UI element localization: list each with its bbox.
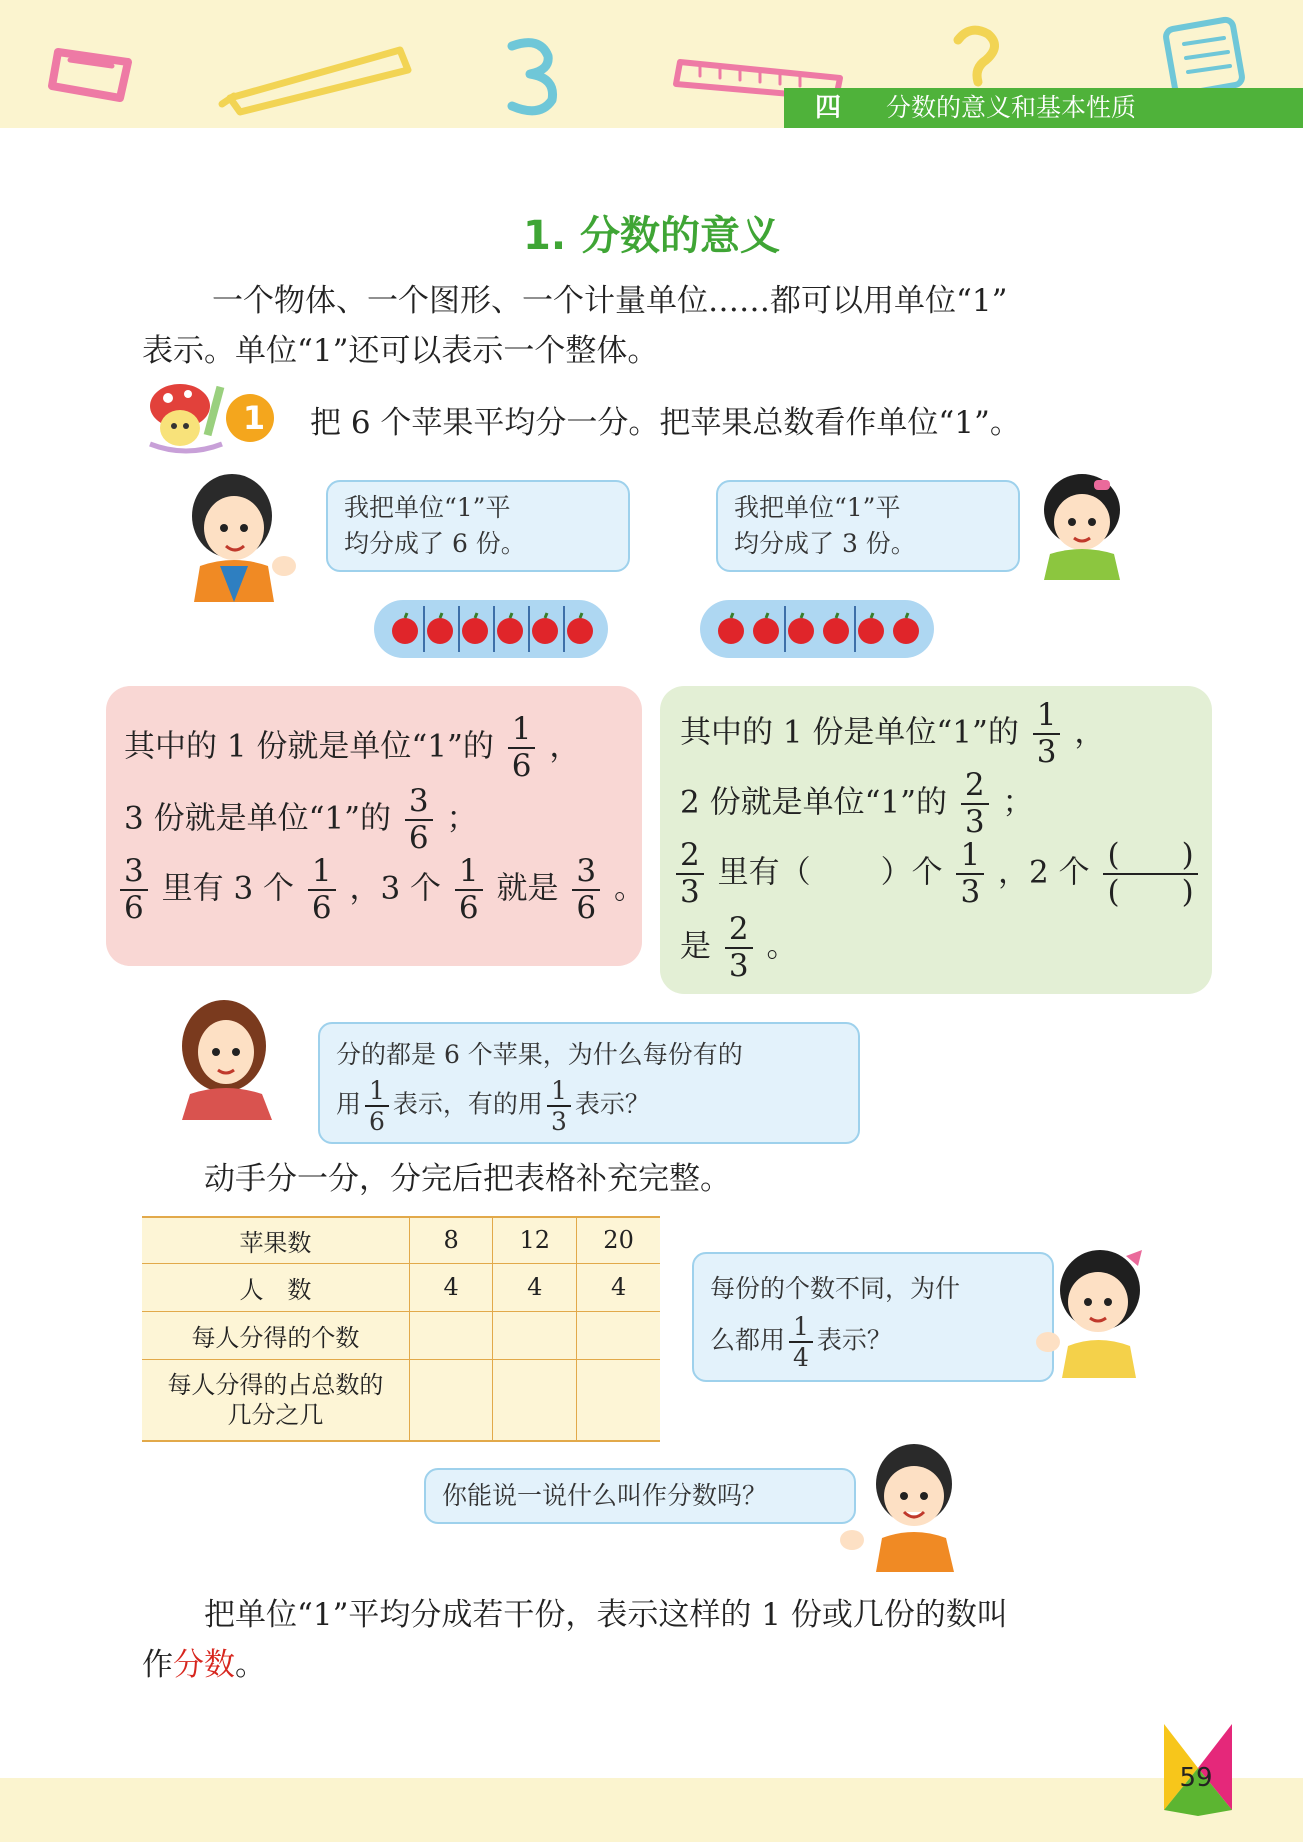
- table-row: [142, 1359, 660, 1441]
- boy2-speech-bubble: 你能说一说什么叫作分数吗？: [424, 1468, 856, 1524]
- table-cell-blank[interactable]: [577, 1311, 660, 1359]
- fraction-1-3: $\frac{1}{3}$: [1033, 700, 1061, 768]
- definition-line-2: 作分数。: [142, 1647, 266, 1683]
- fraction-3-6: $\frac{3}{6}$: [572, 856, 600, 924]
- apple-icon: [390, 612, 420, 644]
- girl-bubble-line-1: 我把单位“1”平: [734, 493, 901, 522]
- table-row: [142, 1263, 660, 1311]
- fraction-1-6: $\frac{1}{6}$: [508, 714, 536, 782]
- example-badge: 1: [242, 399, 266, 437]
- boy2-character-icon: [838, 1440, 978, 1572]
- intro-line-2: 表示。单位“1”还可以表示一个整体。: [142, 333, 659, 369]
- table-cell: 4: [493, 1263, 577, 1311]
- table-cell: 8: [409, 1217, 492, 1263]
- instruction-text: 动手分一分，分完后把表格补充完整。: [204, 1161, 731, 1197]
- green-line-2: 2 份就是单位“1”的 $\frac{2}{3}$ ；: [680, 767, 1034, 840]
- apple-icon: [891, 612, 921, 644]
- chapter-title: 分数的意义和基本性质: [886, 93, 1137, 122]
- table-cell: 每人分得的个数: [142, 1311, 409, 1359]
- girl-bubble-line-2: 均分成了 3 份。: [734, 529, 916, 558]
- table-cell: 4: [577, 1263, 660, 1311]
- pink-line-3: $\frac{3}{6}$ 里有 3 个 $\frac{1}{6}$ ，3 个 $\frac{1}{6}$ 就是 $\frac{3}{6}$ 。: [116, 856, 645, 924]
- girl2-bubble-line-1: 每份的个数不同，为什: [710, 1274, 961, 1303]
- boy-character-icon: [180, 470, 300, 602]
- fraction-1-3: $\frac{1}{3}$: [956, 840, 984, 908]
- fraction-blank[interactable]: $\frac{( )}{( )}$: [1103, 840, 1197, 908]
- fraction-3-6: $\frac{3}{6}$: [120, 856, 148, 924]
- apple-icon: [786, 612, 816, 644]
- green-line-4: 是 $\frac{2}{3}$ 。: [680, 911, 798, 984]
- chapter-number: 四: [814, 93, 841, 123]
- girl2-character-icon: [1034, 1242, 1158, 1378]
- fraction-1-6: $\frac{1}{6}$: [365, 1078, 389, 1134]
- apple-icon: [751, 612, 781, 644]
- table-cell-blank[interactable]: [577, 1359, 660, 1441]
- table-cell: 12: [493, 1217, 577, 1263]
- teacher-character-icon: [168, 996, 280, 1120]
- pink-line-2: 3 份就是单位“1”的 $\frac{3}{6}$ ；: [124, 783, 478, 856]
- apple-icon: [565, 612, 595, 644]
- table-row: [142, 1217, 660, 1263]
- fraction-2-3: $\frac{2}{3}$: [676, 840, 704, 908]
- table-cell: 4: [409, 1263, 492, 1311]
- keyword-fraction: 分数: [173, 1647, 235, 1683]
- table-cell: 20: [577, 1217, 660, 1263]
- apple-icon: [530, 612, 560, 644]
- apple-icon: [425, 612, 455, 644]
- table-cell-blank[interactable]: [409, 1311, 492, 1359]
- apple-icon: [821, 612, 851, 644]
- intro-line-1: 一个物体、一个图形、一个计量单位……都可以用单位“1”: [212, 283, 1008, 319]
- fraction-3-6: $\frac{3}{6}$: [405, 786, 433, 854]
- green-line-3: $\frac{2}{3}$ 里有（ ）个 $\frac{1}{3}$ ，2 个 $\frac{( )}{( )}$: [672, 840, 1202, 908]
- apple-icon: [495, 612, 525, 644]
- table-row: [142, 1311, 660, 1359]
- girl-character-icon: [1032, 468, 1132, 580]
- table-cell: 每人分得的占总数的 几分之几: [142, 1359, 409, 1441]
- apple-tray-six: [374, 600, 608, 658]
- table-cell: 苹果数: [142, 1217, 409, 1263]
- pink-line-1-text: 其中的 1 份就是单位“1”的: [124, 728, 494, 765]
- table-cell: 人 数: [142, 1263, 409, 1311]
- fraction-2-3: $\frac{2}{3}$: [961, 770, 989, 838]
- page-number: 59: [1179, 1763, 1213, 1793]
- fraction-1-3: $\frac{1}{3}$: [547, 1078, 571, 1134]
- apple-icon: [716, 612, 746, 644]
- teacher-bubble-line-2: 用 $\frac{1}{6}$ 表示，有的用 $\frac{1}{3}$ 表示？: [336, 1076, 650, 1136]
- pink-line-2-text: 3 份就是单位“1”的: [124, 800, 391, 837]
- pink-line-1: 其中的 1 份就是单位“1”的 $\frac{1}{6}$ ，: [124, 711, 581, 784]
- girl-speech-bubble: [716, 480, 1020, 572]
- fraction-2-3: $\frac{2}{3}$: [725, 914, 753, 982]
- table-cell-blank[interactable]: [493, 1311, 577, 1359]
- fraction-1-6: $\frac{1}{6}$: [308, 856, 336, 924]
- teacher-speech-bubble: [318, 1022, 860, 1144]
- footer-band: [0, 1778, 1303, 1842]
- boy-bubble-line-1: 我把单位“1”平: [344, 493, 511, 522]
- girl2-speech-bubble: [692, 1252, 1054, 1382]
- fraction-1-4: $\frac{1}{4}$: [789, 1314, 813, 1370]
- apple-icon: [856, 612, 886, 644]
- section-title: 1. 分数的意义: [523, 213, 780, 259]
- girl2-bubble-line-2: 么都用 $\frac{1}{4}$ 表示？: [710, 1312, 892, 1372]
- boy-speech-bubble: [326, 480, 630, 572]
- fraction-1-6: $\frac{1}{6}$: [455, 856, 483, 924]
- table-cell-blank[interactable]: [409, 1359, 492, 1441]
- definition-line-1: 把单位“1”平均分成若干份，表示这样的 1 份或几份的数叫: [204, 1597, 1008, 1633]
- apple-table: [142, 1216, 660, 1442]
- apple-icon: [460, 612, 490, 644]
- table-cell-blank[interactable]: [493, 1359, 577, 1441]
- example-text: 把 6 个苹果平均分一分。把苹果总数看作单位“1”。: [310, 405, 1021, 441]
- green-line-1: 其中的 1 份是单位“1”的 $\frac{1}{3}$ ，: [680, 697, 1106, 770]
- teacher-bubble-line-1: 分的都是 6 个苹果，为什么每份有的: [336, 1040, 743, 1069]
- boy-bubble-line-2: 均分成了 6 份。: [344, 529, 526, 558]
- apple-tray-three: [700, 600, 934, 658]
